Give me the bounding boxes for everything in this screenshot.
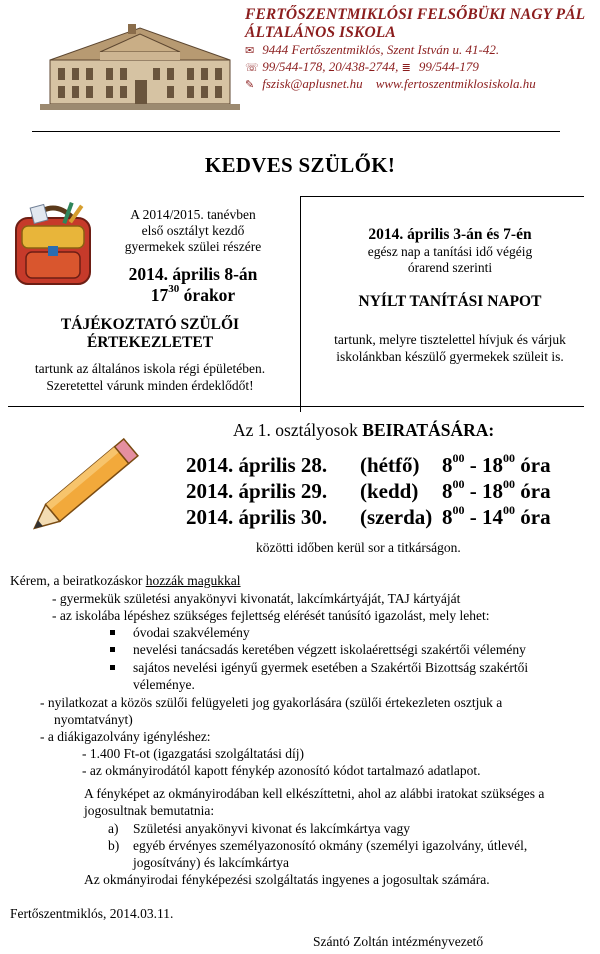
enrollment-note: közötti időben kerül sor a titkárságon. xyxy=(256,540,461,555)
enrollment-intro-bold: BEIRATÁSÁRA: xyxy=(362,420,495,440)
enrollment-row: 2014. április 29. (kedd) $8^{00} - 18^{00}$ óra xyxy=(186,477,551,503)
place-and-date: Fertőszentmiklós, 2014.03.11. xyxy=(10,906,174,921)
enrollment-from: 8 xyxy=(442,453,453,477)
signature: Szántó Zoltán intézményvezető xyxy=(313,934,484,949)
photo-paragraph: A fényképet az okmányirodában kell elkészíttetni, ahol az alábbi iratokat szükséges a xyxy=(84,786,545,801)
meeting-time-suffix: órakor xyxy=(179,285,236,305)
enrollment-to: 14 xyxy=(482,505,503,529)
enrollment-to-sup: 00 xyxy=(503,503,515,517)
enrollment-date: 2014. április 30. xyxy=(186,505,328,529)
bullet-icon xyxy=(110,630,115,635)
meeting-date: 2014. április 8-án xyxy=(128,264,258,284)
email-icon: ✎ xyxy=(245,79,255,91)
open-day-event: NYÍLT TANÍTÁSI NAPOT xyxy=(358,293,542,310)
school-email: fszisk@aplusnet.hu xyxy=(262,76,363,91)
bullet-icon xyxy=(110,665,115,670)
enrollment-unit: óra xyxy=(520,453,551,477)
requirements-intro-text: Kérem, a beiratkozáskor xyxy=(10,573,146,588)
enrollment-from-sup: 00 xyxy=(452,477,465,491)
school-fax: 99/544-179 xyxy=(418,59,479,74)
document-option-label: a) xyxy=(108,821,119,836)
enrollment-date: 2014. április 29. xyxy=(186,479,328,503)
school-address: 9444 Fertőszentmiklós, Szent István u. 41-42. xyxy=(262,42,500,57)
certificate-option-cont: véleménye. xyxy=(133,677,195,692)
enrollment-from-sup: 00 xyxy=(452,451,465,465)
meeting-intro-3: gyermekek szülei részére xyxy=(124,239,262,254)
school-website: www.fertoszentmiklosiskola.hu xyxy=(375,76,536,91)
requirements-intro xyxy=(10,572,241,589)
enrollment-intro-text: Az 1. osztályosok xyxy=(233,420,363,440)
enrollment-unit: óra xyxy=(520,479,551,503)
school-name-line2: ÁLTALÁNOS ISKOLA xyxy=(245,24,396,41)
enrollment-from: 8 xyxy=(442,479,453,503)
enrollment-to-sup: 00 xyxy=(503,477,515,491)
enrollment-day: (kedd) xyxy=(360,479,419,503)
enrollment-unit: óra xyxy=(520,505,551,529)
open-day-line2: órarend szerinti xyxy=(407,260,493,275)
meeting-event-line1: TÁJÉKOZTATÓ SZÜLŐI xyxy=(60,316,240,333)
enrollment-day: (szerda) xyxy=(360,505,433,529)
enrollment-from-sup: 00 xyxy=(452,503,465,517)
certificate-option: sajátos nevelési igényű gyermek esetében a Szakértői Bizottság szakértői xyxy=(133,660,529,675)
document-option: Születési anyakönyvi kivonat és lakcímkártya vagy xyxy=(133,821,411,836)
meeting-time-hour: 17 xyxy=(150,285,169,305)
meeting-event-line2: ÉRTEKEZLETET xyxy=(86,334,214,351)
fax-icon: ≣ xyxy=(401,62,411,74)
school-phones: 99/544-178, 20/438-2744, xyxy=(262,59,399,74)
enrollment-day: (hétfő) xyxy=(360,453,420,477)
document-option: egyéb érvényes személyazonosító okmány (személyi igazolvány, útlevél, xyxy=(133,838,528,853)
enrollment-to: 18 xyxy=(482,453,503,477)
enrollment-date: 2014. április 28. xyxy=(186,453,328,477)
requirement-item: - az iskolába lépéshez szükséges fejlettség elérését tanúsító igazolást, mely lehet: xyxy=(52,608,490,623)
open-day-line1: egész nap a tanítási idő végéig xyxy=(367,244,533,259)
student-id-item: - 1.400 Ft-ot (igazgatási szolgáltatási díj) xyxy=(82,746,304,761)
envelope-icon: ✉ xyxy=(245,45,255,57)
requirement-item: - a diákigazolvány igényléshez: xyxy=(40,729,211,744)
bullet-icon xyxy=(110,647,115,652)
meeting-place-line2: Szeretettel várunk minden érdeklődőt! xyxy=(46,378,254,393)
open-day-text-line1: tartunk, melyre tisztelettel hívjuk és várjuk xyxy=(334,332,566,347)
certificate-option: óvodai szakvélemény xyxy=(133,625,250,640)
phone-icon: ☏ xyxy=(245,62,259,74)
page-title: KEDVES SZÜLŐK! xyxy=(204,153,396,177)
enrollment-row: 2014. április 28. (hétfő) $8^{00} - 18^{00}$ óra xyxy=(186,451,551,477)
open-day-date: 2014. április 3-án és 7-én xyxy=(368,226,532,243)
meeting-intro-2: első osztályt kezdő xyxy=(141,223,245,238)
open-day-text-line2: iskolánkban készülő gyermekek szüleit is. xyxy=(336,349,564,364)
photo-free-note: Az okmányirodai fényképezési szolgáltatás ingyenes a jogosultak számára. xyxy=(84,872,490,887)
enrollment-from: 8 xyxy=(442,505,453,529)
requirement-item: - nyilatkozat a közös szülői felügyeleti jog gyakorlására (szülői értekezleten osztjuk a xyxy=(40,695,503,710)
enrollment-to: 18 xyxy=(482,479,503,503)
meeting-intro-1: A 2014/2015. tanévben xyxy=(130,207,256,222)
certificate-option: nevelési tanácsadás keretében végzett iskolaérettségi szakértői vélemény xyxy=(133,642,526,657)
requirement-item-cont: nyomtatványt) xyxy=(54,712,133,727)
school-name-line1: FERTŐSZENTMIKLÓSI FELSŐBÜKI NAGY PÁL xyxy=(245,6,586,23)
photo-paragraph-cont: jogosultnak bemutatnia: xyxy=(84,803,215,818)
meeting-time-min: 30 xyxy=(168,283,180,295)
requirements-intro-underlined: hozzák magukkal xyxy=(145,573,241,588)
requirement-item: - gyermekük születési anyakönyvi kivonatát, lakcímkártyáját, TAJ kártyáját xyxy=(52,591,461,606)
document-option-label: b) xyxy=(108,838,120,853)
document-option-cont: jogosítvány) és lakcímkártya xyxy=(133,855,289,870)
meeting-place-line1: tartunk az általános iskola régi épületében. xyxy=(34,361,266,376)
enrollment-row: 2014. április 30. (szerda) $8^{00} - 14^{00}$ óra xyxy=(186,503,551,529)
enrollment-to-sup: 00 xyxy=(503,451,515,465)
student-id-item: - az okmányirodától kapott fénykép azonosító kódot tartalmazó adatlapot. xyxy=(82,763,481,778)
